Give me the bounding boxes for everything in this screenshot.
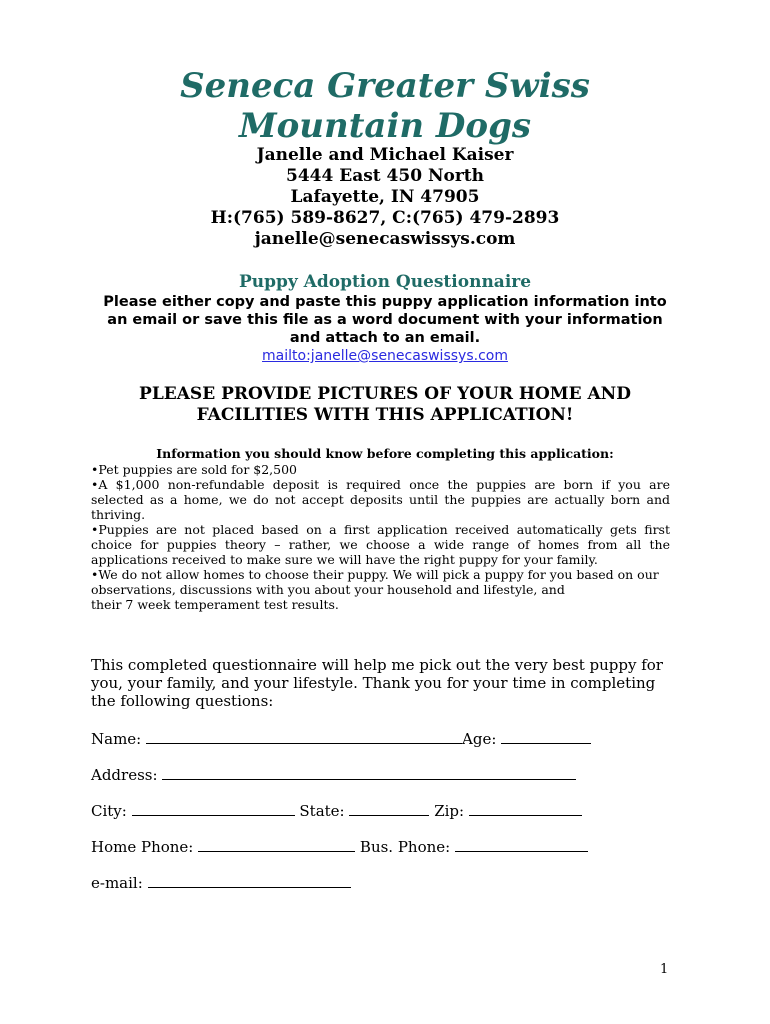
page-number: 1 xyxy=(660,962,669,977)
phone-row xyxy=(91,837,588,856)
home-phone-label: Home Phone: xyxy=(91,838,194,856)
address-label: Address: xyxy=(91,766,158,784)
age-field[interactable] xyxy=(501,729,591,744)
name-field[interactable] xyxy=(146,729,462,744)
age-label: Age: xyxy=(462,730,497,748)
street-address: 5444 East 450 North xyxy=(286,166,484,186)
questionnaire-title: Puppy Adoption Questionnaire xyxy=(238,272,532,292)
phone-numbers: H:(765) 589-8627, C:(765) 479-2893 xyxy=(210,208,560,228)
page-title-line1: Seneca Greater Swiss xyxy=(180,66,590,106)
city-label: City: xyxy=(91,802,127,820)
zip-field[interactable] xyxy=(469,801,582,816)
city-state-zip-row xyxy=(91,801,582,820)
bus-phone-label: Bus. Phone: xyxy=(359,838,451,856)
name-age-row xyxy=(91,729,591,748)
state-field[interactable] xyxy=(349,801,429,816)
email-row xyxy=(91,873,351,892)
info-heading: Information you should know before completing this application: xyxy=(156,446,614,461)
address-field[interactable] xyxy=(162,765,576,780)
email-field[interactable] xyxy=(148,873,351,888)
info-bullet-placement: •Puppies are not placed based on a first application received automatically gets first choice for puppies theory – rather, we choose a wide range of homes from all the applications received to make sure we will have the right puppy for your family. xyxy=(91,522,670,567)
bus-phone-field[interactable] xyxy=(455,837,588,852)
info-bullet-selection-cont: their 7 week temperament test results. xyxy=(91,597,339,612)
submission-instructions: Please either copy and paste this puppy application information into an email or save this file as a word document with your information and attach to an email. xyxy=(103,294,667,346)
contact-email: janelle@senecaswissys.com xyxy=(254,229,516,249)
email-label: e-mail: xyxy=(91,874,143,892)
zip-label: Zip: xyxy=(434,802,465,820)
info-bullet-price: •Pet puppies are sold for $2,500 xyxy=(91,462,298,477)
address-row xyxy=(91,765,576,784)
page-title-line2: Mountain Dogs xyxy=(238,106,532,146)
name-label: Name: xyxy=(91,730,142,748)
photos-notice: PLEASE PROVIDE PICTURES OF YOUR HOME AND FACILITIES WITH THIS APPLICATION! xyxy=(139,384,631,425)
mailto-link[interactable]: mailto:janelle@senecaswissys.com xyxy=(262,348,508,364)
info-bullet-deposit: •A $1,000 non-refundable deposit is required once the puppies are born if you are selected as a home, we do not accept deposits until the puppies are actually born and thriving. xyxy=(91,477,670,522)
city-field[interactable] xyxy=(132,801,295,816)
questionnaire-intro: This completed questionnaire will help me pick out the very best puppy for you, your family, and your lifestyle. Thank you for your time in completing the following questions: xyxy=(91,656,663,710)
home-phone-field[interactable] xyxy=(198,837,355,852)
info-bullet-selection: •We do not allow homes to choose their puppy. We will pick a puppy for you based on our observations, discussions with you about your household and lifestyle, and xyxy=(91,567,659,597)
state-label: State: xyxy=(299,802,345,820)
city-state-zip: Lafayette, IN 47905 xyxy=(290,187,480,207)
info-bullet-list xyxy=(91,462,670,612)
owners-name: Janelle and Michael Kaiser xyxy=(256,145,514,165)
